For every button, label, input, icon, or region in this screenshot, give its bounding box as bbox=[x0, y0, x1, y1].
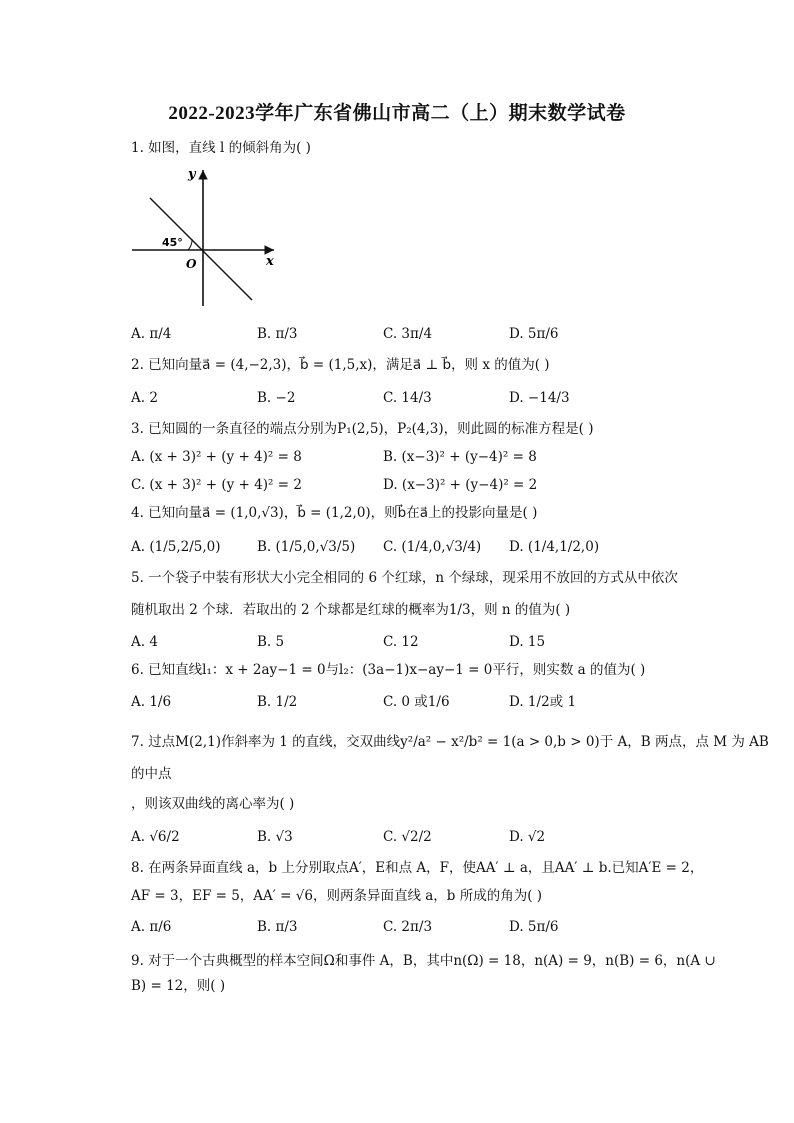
question-8-stem-line2: AF = 3，EF = 5，AA′ = √6，则两条异面直线 a，b 所成的角为( ) bbox=[131, 888, 543, 904]
q2-option-c: C. 14/3 bbox=[383, 390, 432, 406]
q7-option-d: D. √2 bbox=[509, 829, 546, 845]
q5-option-c: C. 12 bbox=[383, 634, 419, 650]
origin-label: O bbox=[186, 257, 197, 271]
q3-option-a: A. (x + 3)² + (y + 4)² = 8 bbox=[131, 449, 302, 465]
q6-option-c: C. 0 或1/6 bbox=[383, 694, 450, 710]
question-1-figure bbox=[128, 164, 280, 310]
question-5-stem-line1: 5. 一个袋子中装有形状大小完全相同的 6 个红球，n 个绿球，现采用不放回的方式从中依次 bbox=[131, 570, 678, 586]
q8-option-d: D. 5π/6 bbox=[509, 919, 559, 935]
q5-option-b: B. 5 bbox=[257, 634, 285, 650]
x-axis-label: x bbox=[266, 254, 274, 269]
question-7-stem-line1: 7. 过点M(2,1)作斜率为 1 的直线，交双曲线y²/a² − x²/b² = 1(a > 0,b > 0)于 A，B 两点，点 M 为 AB bbox=[131, 734, 769, 750]
q1-option-d: D. 5π/6 bbox=[509, 326, 559, 342]
question-3-stem: 3. 已知圆的一条直径的端点分别为P₁(2,5)，P₂(4,3)，则此圆的标准方程是( ) bbox=[131, 421, 594, 437]
q2-option-b: B. −2 bbox=[257, 390, 296, 406]
q4-option-c: C. (1/4,0,√3/4) bbox=[383, 539, 482, 555]
q1-option-b: B. π/3 bbox=[257, 326, 298, 342]
q6-option-a: A. 1/6 bbox=[131, 694, 172, 710]
q8-option-c: C. 2π/3 bbox=[383, 919, 433, 935]
question-7-stem-line3: ，则该双曲线的离心率为( ) bbox=[131, 796, 295, 812]
question-2-stem: 2. 已知向量a⃗ = (4,−2,3)，b⃗ = (1,5,x)，满足a⃗ ⊥ b⃗，则 x 的值为( ) bbox=[131, 357, 550, 373]
line-l bbox=[150, 198, 252, 300]
question-6-stem: 6. 已知直线l₁：x + 2ay−1 = 0与l₂：(3a−1)x−ay−1 = 0平行，则实数 a 的值为( ) bbox=[131, 662, 646, 678]
angle-label: 45° bbox=[162, 236, 183, 249]
question-8-stem-line1: 8. 在两条异面直线 a，b 上分别取点A′，E和点 A，F，使AA′ ⊥ a，且AA′ ⊥ b.已知A′E = 2， bbox=[131, 860, 704, 876]
q4-option-d: D. (1/4,1/2,0) bbox=[509, 539, 600, 555]
question-9-stem-line1: 9. 对于一个古典概型的样本空间Ω和事件 A，B，其中n(Ω) = 18，n(A) = 9，n(B) = 6，n(A ∪ bbox=[131, 953, 716, 969]
q5-option-a: A. 4 bbox=[131, 634, 158, 650]
q7-option-b: B. √3 bbox=[257, 829, 293, 845]
q3-option-c: C. (x + 3)² + (y + 4)² = 2 bbox=[131, 477, 302, 493]
q4-option-b: B. (1/5,0,√3/5) bbox=[257, 539, 356, 555]
q8-option-a: A. π/6 bbox=[131, 919, 172, 935]
angle-arc bbox=[188, 239, 192, 250]
question-5-stem-line2: 随机取出 2 个球．若取出的 2 个球都是红球的概率为1/3，则 n 的值为( ) bbox=[131, 602, 571, 618]
q6-option-b: B. 1/2 bbox=[257, 694, 298, 710]
q6-option-d: D. 1/2或 1 bbox=[509, 694, 577, 710]
q2-option-a: A. 2 bbox=[131, 390, 158, 406]
page-title: 2022-2023学年广东省佛山市高二（上）期末数学试卷 bbox=[168, 103, 626, 124]
y-axis-label: y bbox=[188, 167, 196, 182]
q1-option-c: C. 3π/4 bbox=[383, 326, 433, 342]
question-7-stem-line2: 的中点 bbox=[131, 766, 172, 782]
question-1-stem: 1. 如图，直线 l 的倾斜角为( ) bbox=[131, 140, 311, 156]
q3-option-b: B. (x−3)² + (y−4)² = 8 bbox=[383, 449, 537, 465]
q3-option-d: D. (x−3)² + (y−4)² = 2 bbox=[383, 477, 538, 493]
question-4-stem: 4. 已知向量a⃗ = (1,0,√3)，b⃗ = (1,2,0)，则b⃗在a⃗上的投影向量是( ) bbox=[131, 505, 538, 521]
q7-option-a: A. √6/2 bbox=[131, 829, 180, 845]
q7-option-c: C. √2/2 bbox=[383, 829, 432, 845]
q4-option-a: A. (1/5,2/5,0) bbox=[131, 539, 221, 555]
q1-option-a: A. π/4 bbox=[131, 326, 172, 342]
q8-option-b: B. π/3 bbox=[257, 919, 298, 935]
q5-option-d: D. 15 bbox=[509, 634, 546, 650]
q2-option-d: D. −14/3 bbox=[509, 390, 570, 406]
question-9-stem-line2: B) = 12，则( ) bbox=[131, 978, 226, 994]
